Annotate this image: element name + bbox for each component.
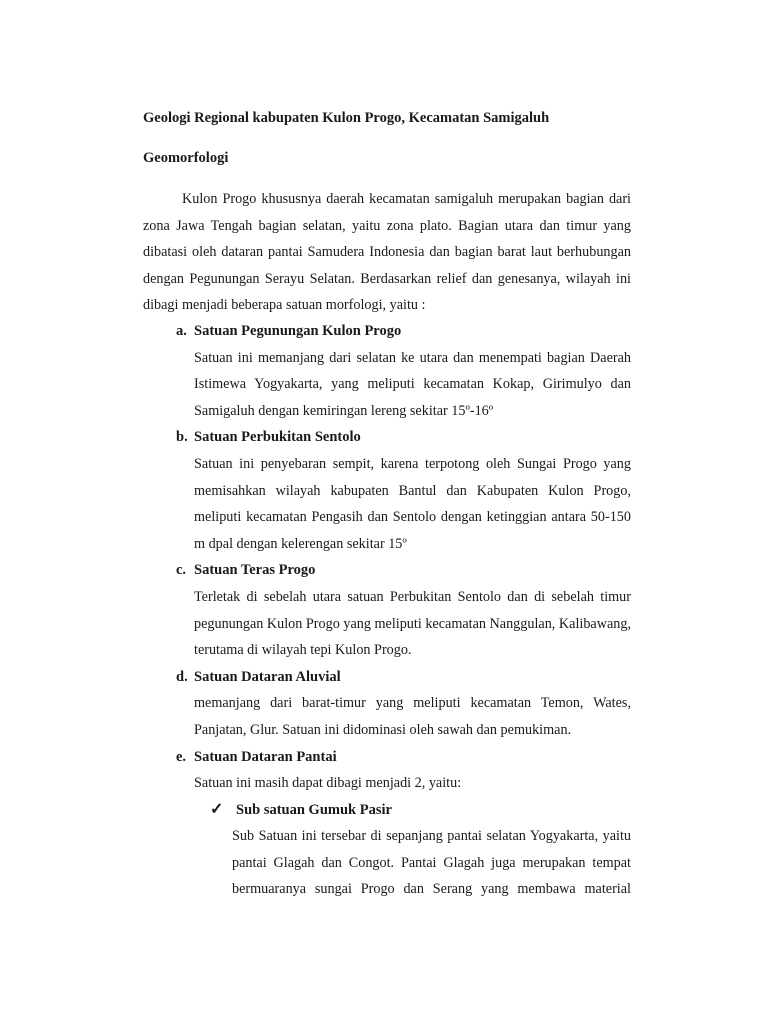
list-marker: d. [176, 668, 188, 685]
list-item-b [143, 424, 631, 557]
body-line: memisahkan wilayah kabupaten Bantul dan Kabupaten Kulon Progo, [194, 482, 631, 499]
sub-body-line: Sub Satuan ini tersebar di sepanjang pantai selatan Yogyakarta, yaitu [232, 828, 631, 845]
document-title: Geologi Regional kabupaten Kulon Progo, Kecamatan Samigaluh [143, 110, 550, 126]
intro-line: dibagi menjadi beberapa satuan morfologi, yaitu : [143, 297, 426, 314]
list-item-heading: Satuan Teras Progo [194, 562, 316, 579]
intro-line: zona Jawa Tengah bagian selatan, yaitu zona plato. Bagian utara dan timur yang [143, 217, 631, 234]
list-marker: c. [176, 562, 187, 579]
intro-line: dibatasi oleh dataran pantai Samudera Indonesia dan bagian barat laut berhubungan [143, 244, 631, 261]
list-item-d [143, 664, 631, 744]
list-marker: a. [176, 323, 187, 339]
list-item-heading: Satuan Dataran Aluvial [194, 668, 341, 685]
body-line: m dpal dengan kelerengan sekitar 15º [194, 535, 407, 552]
body-line: Terletak di sebelah utara satuan Perbukitan Sentolo dan di sebelah timur [194, 588, 631, 605]
section-heading: Geomorfologi [143, 150, 229, 166]
morphology-list [143, 318, 631, 903]
intro-line: dengan Pegunungan Serayu Selatan. Berdasarkan relief dan genesanya, wilayah ini [143, 270, 631, 287]
sub-body-line: bermuaranya sungai Progo dan Serang yang membawa material [232, 881, 631, 898]
body-line: Istimewa Yogyakarta, yang meliputi kecamatan Kokap, Girimulyo dan [194, 376, 631, 393]
body-line: memanjang dari barat-timur yang meliputi kecamatan Temon, Wates, [194, 695, 631, 712]
list-item-heading: Satuan Pegunungan Kulon Progo [194, 323, 402, 339]
list-marker: b. [176, 429, 188, 446]
body-line: pegunungan Kulon Progo yang meliputi kecamatan Nanggulan, Kalibawang, [194, 615, 631, 632]
list-item-e [143, 744, 631, 904]
sub-item-heading: Sub satuan Gumuk Pasir [236, 801, 392, 818]
sub-body-line: pantai Glagah dan Congot. Pantai Glagah juga merupakan tempat [232, 854, 631, 871]
list-marker: e. [176, 748, 187, 765]
body-line: Satuan ini memanjang dari selatan ke utara dan menempati bagian Daerah [194, 349, 631, 366]
sub-item-heading-row [143, 797, 631, 824]
body-line: Satuan ini masih dapat dibagi menjadi 2, yaitu: [194, 775, 462, 792]
checkmark-icon: ✓ [210, 800, 224, 818]
list-item-heading: Satuan Dataran Pantai [194, 748, 337, 765]
list-item-c [143, 557, 631, 663]
body-line: Satuan ini penyebaran sempit, karena terpotong oleh Sungai Progo yang [194, 455, 631, 472]
list-item-heading: Satuan Perbukitan Sentolo [194, 429, 361, 446]
body-line: Samigaluh dengan kemiringan lereng sekitar 15º-16º [194, 402, 494, 419]
body-line: meliputi kecamatan Pengasih dan Sentolo dengan ketinggian antara 50-150 [194, 509, 631, 526]
list-item-a [143, 318, 631, 424]
intro-paragraph [143, 186, 631, 319]
body-line: terutama di wilayah tepi Kulon Progo. [194, 642, 412, 659]
intro-line: Kulon Progo khususnya daerah kecamatan samigaluh merupakan bagian dari [182, 191, 631, 207]
body-line: Panjatan, Glur. Satuan ini didominasi oleh sawah dan pemukiman. [194, 721, 572, 738]
